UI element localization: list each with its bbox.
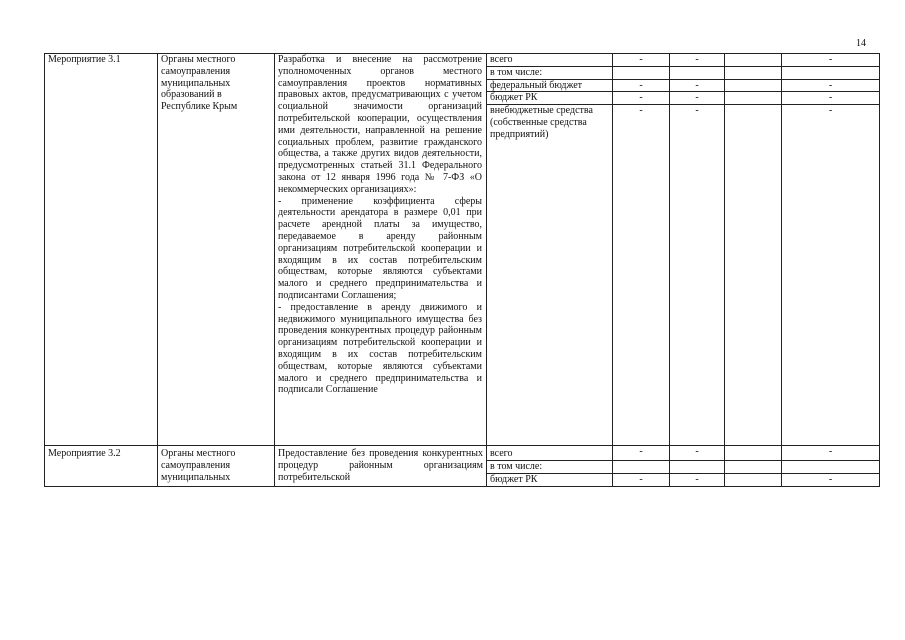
funding-value: -: [782, 79, 880, 92]
funding-value: [725, 473, 782, 486]
funding-value: -: [613, 79, 670, 92]
measure-name: Мероприятие 3.2: [45, 446, 158, 486]
funding-value: [725, 66, 782, 79]
funding-value: -: [613, 92, 670, 105]
executor: Органы местного самоуправления муниципальных: [158, 446, 275, 486]
measure-description: [275, 54, 487, 446]
funding-source: федеральный бюджет: [487, 79, 613, 92]
funding-source: всего: [487, 446, 613, 461]
funding-source: бюджет РК: [487, 92, 613, 105]
funding-source: бюджет РК: [487, 473, 613, 486]
funding-value: [670, 66, 725, 79]
funding-value: [670, 460, 725, 473]
program-measures-table: [44, 53, 880, 487]
funding-value: -: [613, 105, 670, 446]
funding-value: -: [670, 473, 725, 486]
funding-value: -: [782, 446, 880, 461]
page-number: 14: [856, 38, 866, 49]
measure-description: Предоставление без проведения конкурентных процедур районным организациям потребительской: [275, 446, 487, 486]
funding-value: -: [670, 54, 725, 67]
funding-value: -: [670, 79, 725, 92]
funding-source: в том числе:: [487, 66, 613, 79]
funding-source: в том числе:: [487, 460, 613, 473]
funding-value: -: [782, 54, 880, 67]
funding-value: -: [613, 473, 670, 486]
funding-value: [613, 460, 670, 473]
funding-value: [725, 92, 782, 105]
measure-description-text: Разработка и внесение на рассмотрение уполномоченных органов местного самоуправления проектов нормативных правовых актов, предусматривающих с учетом социальной значимости организаций потребительской кооперации, осуществления ими деятельности, направленной на решение социальных проблем, развитие гражданского общества, а также других видов деятельности, предусмотренных статьей 31.1 Федерального закона от 12 января 1996 года № 7-ФЗ «О некоммерческих организациях»: - применение коэффициента сферы деятельности арендатора в размере 0,01 при расчете арендной платы за имущество, передаваемое в аренду районным организациям потребительской кооперации и входящим в их состав потребительским обществам, которые являются субъектами малого и среднего предпринимательства и подписантами Соглашения; - предоставление в аренду движимого и недвижимого муниципального имущества без проведения конкурентных процедур районным организациям потребительской кооперации и входящим в их состав потребительским обществам, которые являются субъектами малого и среднего предпринимательства и подписали Соглашение: [278, 54, 482, 396]
executor: Органы местного самоуправления муниципальных образований в Республике Крым: [158, 54, 275, 446]
funding-value: -: [613, 446, 670, 461]
measure-name: Мероприятие 3.1: [45, 54, 158, 446]
funding-value: -: [670, 92, 725, 105]
table-row: [45, 54, 880, 67]
funding-value: [725, 105, 782, 446]
funding-source: всего: [487, 54, 613, 67]
funding-value: [725, 446, 782, 461]
funding-value: [725, 460, 782, 473]
funding-value: [725, 54, 782, 67]
funding-value: [782, 460, 880, 473]
funding-value: -: [670, 446, 725, 461]
funding-value: -: [670, 105, 725, 446]
funding-value: [613, 66, 670, 79]
funding-source: внебюджетные средства (собственные средства предприятий): [487, 105, 613, 446]
funding-value: -: [782, 92, 880, 105]
funding-value: -: [613, 54, 670, 67]
table-row: [45, 446, 880, 461]
funding-value: -: [782, 473, 880, 486]
funding-value: [782, 66, 880, 79]
funding-value: -: [782, 105, 880, 446]
funding-value: [725, 79, 782, 92]
